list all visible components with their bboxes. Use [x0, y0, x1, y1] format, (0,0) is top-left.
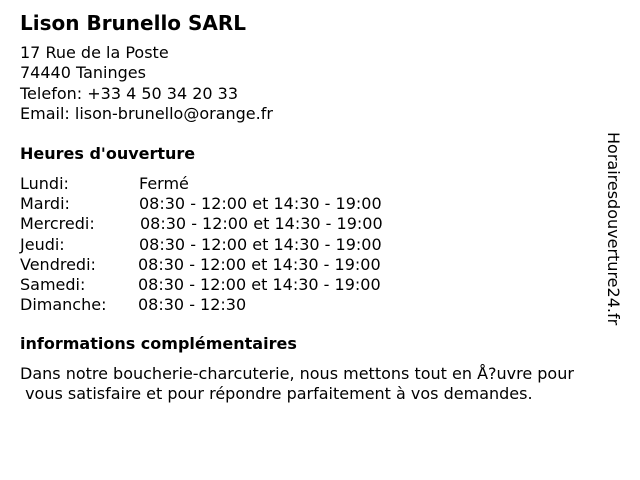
additional-info-text: Dans notre boucherie-charcuterie, nous mettons tout en Å?uvre pour vous satisfaire et pour répondre parfaitement à vos demandes.: [20, 364, 574, 403]
hours-day: Lundi:: [20, 174, 69, 193]
opening-hours-heading: Heures d'ouverture: [20, 144, 196, 163]
site-watermark: Horairesdouverture24.fr: [604, 132, 623, 326]
hours-time: 08:30 - 12:00 et 14:30 - 19:00: [140, 214, 383, 234]
hours-time: 08:30 - 12:30: [138, 295, 247, 315]
hours-day: Dimanche:: [20, 295, 107, 315]
hours-time: 08:30 - 12:00 et 14:30 - 19:00: [138, 254, 381, 274]
hours-day: Mercredi:: [20, 214, 95, 234]
hours-day: Jeudi:: [20, 234, 65, 254]
phone-number: Telefon: +33 4 50 34 20 33: [20, 83, 239, 103]
hours-day: Vendredi:: [20, 254, 96, 274]
hours-time: 08:30 - 12:00 et 14:30 - 19:00: [139, 194, 382, 214]
email-address: Email: lison-brunello@orange.fr: [20, 103, 273, 123]
business-address: [20, 43, 273, 124]
additional-info-heading: informations complémentaires: [20, 334, 297, 353]
hours-time: Fermé: [139, 174, 189, 193]
hours-time: 08:30 - 12:00 et 14:30 - 19:00: [139, 234, 382, 254]
hours-day: Mardi:: [20, 194, 70, 214]
hours-day: Samedi:: [20, 274, 86, 294]
postal-city: 74440 Taninges: [20, 63, 146, 83]
hours-time: 08:30 - 12:00 et 14:30 - 19:00: [138, 274, 381, 294]
business-name: Lison Brunello SARL: [20, 11, 247, 35]
street-address: 17 Rue de la Poste: [20, 43, 169, 62]
